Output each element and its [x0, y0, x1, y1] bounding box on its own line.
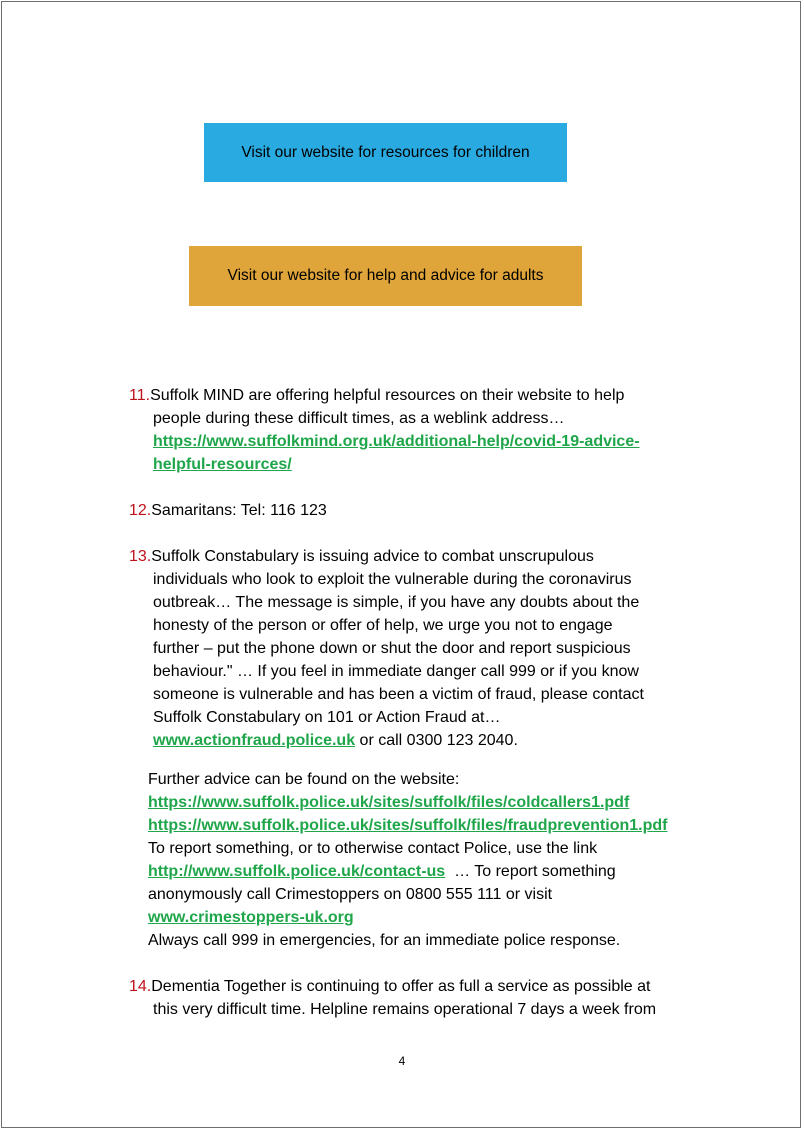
item-text: Suffolk MIND are offering helpful resources on their website to help [150, 387, 625, 404]
further-advice-intro: Further advice can be found on the website: [148, 771, 460, 788]
suffolk-mind-link[interactable]: https://www.suffolkmind.org.uk/additional-help/covid-19-advice- [153, 433, 640, 450]
item-number: 14. [129, 978, 152, 995]
item-number: 13. [129, 548, 152, 565]
further-advice-block [148, 768, 667, 952]
list-item-12 [129, 499, 327, 522]
document-page [1, 1, 801, 1128]
item-text: this very difficult time. Helpline remains operational 7 days a week from [153, 1001, 657, 1018]
children-resources-button[interactable]: Visit our website for resources for children [204, 123, 567, 182]
item-text: or call 0300 123 2040. [355, 732, 518, 749]
list-item-13 [129, 545, 644, 752]
item-text: Suffolk Constabulary on 101 or Action Fraud at… [153, 709, 501, 726]
fraudprevention-pdf-link[interactable]: https://www.suffolk.police.uk/sites/suffolk/files/fraudprevention1.pdf [148, 817, 668, 834]
item-text: outbreak… The message is simple, if you have any doubts about the [153, 594, 640, 611]
item-text: Dementia Together is continuing to offer as full a service as possible at [151, 978, 651, 995]
item-text: Suffolk Constabulary is issuing advice to combat unscrupulous [151, 548, 594, 565]
anonymous-text: anonymously call Crimestoppers on 0800 555 111 or visit [148, 886, 553, 903]
item-text: further – put the phone down or shut the door and report suspicious [153, 640, 631, 657]
list-item-14 [129, 975, 656, 1021]
item-text: honesty of the person or offer of help, we urge you not to engage [153, 617, 613, 634]
item-text: people during these difficult times, as a weblink address… [153, 410, 565, 427]
item-number: 11. [129, 387, 151, 404]
emergency-text: Always call 999 in emergencies, for an immediate police response. [148, 932, 621, 949]
item-text: individuals who look to exploit the vulnerable during the coronavirus [153, 571, 632, 588]
item-text: Samaritans: Tel: 116 123 [151, 502, 327, 519]
contact-us-link[interactable]: http://www.suffolk.police.uk/contact-us [148, 863, 446, 880]
list-item-11 [129, 384, 640, 476]
suffolk-mind-link-cont[interactable]: helpful-resources/ [153, 456, 292, 473]
report-text-cont: … To report something [445, 863, 616, 880]
report-text: To report something, or to otherwise contact Police, use the link [148, 840, 598, 857]
action-fraud-link[interactable]: www.actionfraud.police.uk [153, 732, 356, 749]
item-number: 12. [129, 502, 152, 519]
item-text: behaviour." … If you feel in immediate danger call 999 or if you know [153, 663, 639, 680]
coldcallers-pdf-link[interactable]: https://www.suffolk.police.uk/sites/suffolk/files/coldcallers1.pdf [148, 794, 630, 811]
item-text: someone is vulnerable and has been a victim of fraud, please contact [153, 686, 644, 703]
page-number: 4 [398, 1054, 406, 1068]
crimestoppers-link[interactable]: www.crimestoppers-uk.org [148, 909, 354, 926]
adults-advice-button[interactable]: Visit our website for help and advice for adults [189, 246, 582, 306]
